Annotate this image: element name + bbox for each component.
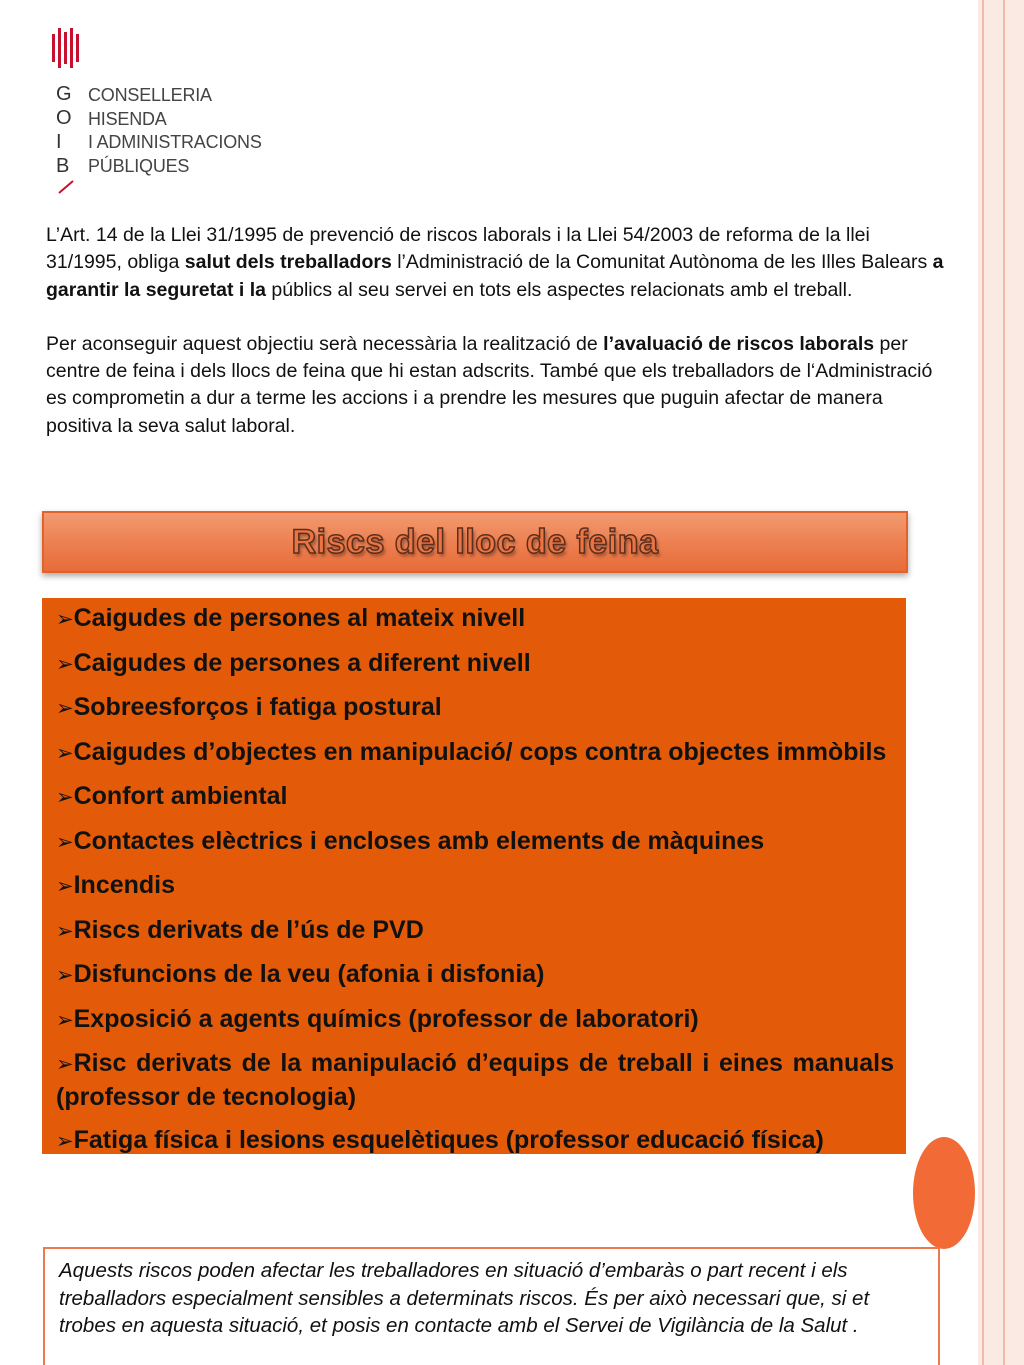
risk-item <box>56 1124 894 1158</box>
intro-paragraph-2 <box>46 331 948 440</box>
intro-text-run: públics al seu servei en tots els aspectes relacionats amb el treball. <box>266 278 853 301</box>
intro-bold-text: l’avaluació de riscos laborals <box>603 332 875 355</box>
department-line: PÚBLIQUES <box>88 155 190 176</box>
risk-item-label: Risc derivats de la manipulació d’equips de treball i eines manuals (professor de tecnologia) <box>56 1049 894 1111</box>
risk-item-label: Riscs derivats de l’ús de PVD <box>73 915 424 944</box>
goib-letter: I <box>56 131 62 153</box>
risk-item-label: Caigudes de persones a diferent nivell <box>73 648 531 677</box>
goib-letters <box>56 82 72 178</box>
department-line: I ADMINISTRACIONS <box>88 132 262 152</box>
risk-item-label: Disfuncions de la veu (afonia i disfonia) <box>73 960 545 988</box>
department-line: CONSELLERIA <box>88 85 212 105</box>
arrow-right-icon: ➢ <box>56 1052 74 1076</box>
department-line: HISENDA <box>88 108 167 129</box>
goib-letter: G <box>56 83 72 105</box>
arrow-right-icon: ➢ <box>56 918 74 943</box>
risk-list <box>56 602 894 1169</box>
risk-item-label: Confort ambiental <box>73 782 288 810</box>
goib-letter: O <box>56 107 72 129</box>
note-box <box>43 1247 940 1365</box>
arrow-right-icon: ➢ <box>56 696 74 720</box>
arrow-right-icon: ➢ <box>56 829 74 854</box>
intro-text-run: Per aconseguir aquest objectiu serà necessària la realització de <box>46 332 604 355</box>
risk-item-label: Caigudes d’objectes en manipulació/ cops contra objectes immòbils <box>73 737 887 766</box>
risk-item <box>56 825 894 859</box>
arrow-right-icon: ➢ <box>56 1007 74 1032</box>
arrow-right-icon: ➢ <box>56 607 74 631</box>
intro-text-run: L’Art. 14 de la Llei 31/1995 de prevenció de riscos laborals i la Llei 54/2003 de reforma de la llei 31/1995, obliga <box>46 224 870 274</box>
arrow-right-icon: ➢ <box>56 1129 74 1153</box>
risk-item-label: Contactes elèctrics i encloses amb elements de màquines <box>73 826 765 855</box>
intro-text-run: l’Administració de la Comunitat Autònoma de les Illes Balears <box>391 251 933 274</box>
risk-item <box>56 780 894 814</box>
note-text: Aquests riscos poden afectar les treballadores en situació d’embaràs o part recent i els treballadors especialment sensibles a determinats riscos. És per això necessari que, si et trobes en aquesta situació, et posis en contacte amb el Servei de Vigilància de la Salut . <box>59 1259 870 1337</box>
intro-bold-text: salut dels treballadors <box>184 251 392 274</box>
intro-text-run: per centre de feina i dels llocs de feina que hi estan adscrits. També que els treballadors de l‘Administració es comprometin a dur a terme les accions i a prendre les mesures que puguin afectar de manera positiva la seva salut laboral. <box>46 332 933 437</box>
frame-line-left <box>982 0 984 1365</box>
intro-bold-text: a garantir la seguretat i la <box>46 251 944 301</box>
intro-text <box>46 222 948 467</box>
risk-item-label: Incendis <box>73 871 176 899</box>
risk-item <box>56 1003 894 1037</box>
risk-item <box>56 691 894 725</box>
section-title-banner <box>42 511 908 573</box>
intro-paragraph-1 <box>46 222 948 304</box>
arrow-right-icon: ➢ <box>56 874 74 898</box>
department-name <box>88 84 262 178</box>
risk-item <box>56 602 894 636</box>
risk-item-label: Fatiga física i lesions esquelètiques (professor educació física) <box>73 1126 824 1154</box>
goib-letter: B <box>56 155 70 177</box>
coat-of-arms-icon <box>52 28 80 68</box>
goib-logo <box>52 28 292 198</box>
risk-item <box>56 647 894 681</box>
risk-item <box>56 1047 894 1113</box>
arrow-right-icon: ➢ <box>56 785 74 809</box>
decorative-circle <box>913 1137 975 1249</box>
risk-item-label: Sobreesforços i fatiga postural <box>73 693 442 721</box>
arrow-right-icon: ➢ <box>56 963 74 987</box>
risk-item <box>56 869 894 903</box>
risk-item <box>56 736 894 770</box>
risk-item-label: Exposició a agents químics (professor de laboratori) <box>73 1004 699 1033</box>
frame-line-right <box>1003 0 1005 1365</box>
arrow-right-icon: ➢ <box>56 740 74 765</box>
risk-item <box>56 958 894 992</box>
decorative-frame <box>978 0 1024 1365</box>
risk-item <box>56 914 894 948</box>
arrow-right-icon: ➢ <box>56 651 74 676</box>
slash-icon <box>58 180 74 194</box>
section-title: Riscs del lloc de feina <box>291 522 659 561</box>
risk-item-label: Caigudes de persones al mateix nivell <box>73 604 526 632</box>
